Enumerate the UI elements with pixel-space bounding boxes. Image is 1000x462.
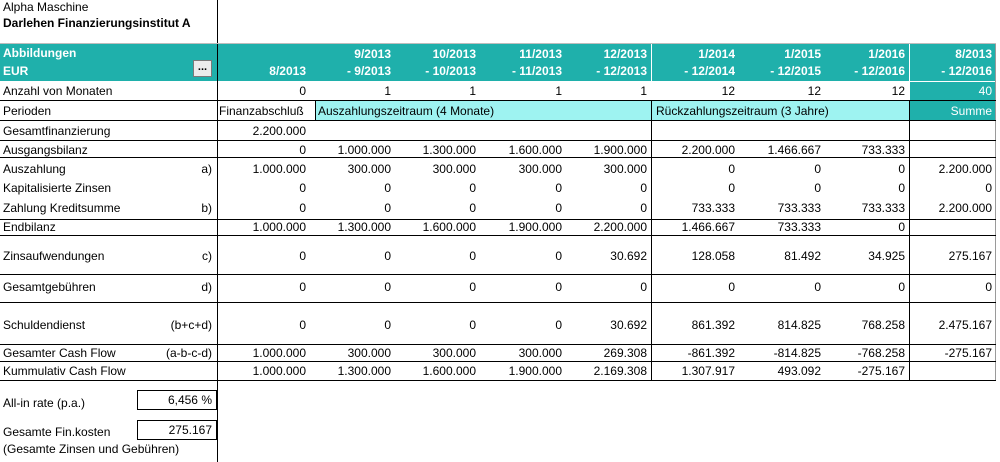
total-fin-cost-label: Gesamte Fin.kosten xyxy=(3,425,111,439)
cell: 0 xyxy=(555,280,562,294)
cell: 2.200.000 xyxy=(938,201,992,215)
cell: 733.333 xyxy=(691,201,735,215)
cell: 0 xyxy=(384,280,391,294)
cell: 300.000 xyxy=(518,346,562,360)
cell: 0 xyxy=(640,181,647,195)
cell: 0 xyxy=(384,201,391,215)
cell: 1.466.667 xyxy=(767,143,821,157)
cell: 300.000 xyxy=(347,162,391,176)
cell: 40 xyxy=(978,84,992,98)
period-label-disbursement: Auszahlungszeitraum (4 Monate) xyxy=(318,104,495,118)
cell: 1.600.000 xyxy=(508,143,562,157)
cell: 0 xyxy=(299,201,306,215)
cell: 0 xyxy=(555,249,562,263)
cell: 1 xyxy=(469,84,476,98)
cell: 0 xyxy=(728,181,735,195)
cell: 2.200.000 xyxy=(593,220,647,234)
cell: 0 xyxy=(299,249,306,263)
cell: 2.200.000 xyxy=(252,124,306,138)
cell: 12 xyxy=(807,84,821,98)
period-label-sum: Summe xyxy=(950,104,992,118)
cell: 12 xyxy=(891,84,905,98)
row-code: (a-b-c-d) xyxy=(165,346,212,360)
cell: 1.000.000 xyxy=(252,220,306,234)
header-label-currency: EUR xyxy=(3,64,29,78)
cell: 2.200.000 xyxy=(681,143,735,157)
cell: 300.000 xyxy=(603,162,647,176)
allin-rate-box[interactable] xyxy=(137,390,217,410)
cell: 1.600.000 xyxy=(422,364,476,378)
header-period-group-1 xyxy=(218,44,651,81)
cell: 12 xyxy=(721,84,735,98)
total-fin-cost-note: (Gesamte Zinsen und Gebühren) xyxy=(3,442,180,456)
cell: 275.167 xyxy=(948,249,992,263)
cell: 0 xyxy=(898,181,905,195)
row-label: Endbilanz xyxy=(3,220,56,234)
cell: 0 xyxy=(469,280,476,294)
cell: 1.307.917 xyxy=(681,364,735,378)
cell: 1.000.000 xyxy=(337,143,391,157)
cell: 1.900.000 xyxy=(593,143,647,157)
cell: 0 xyxy=(299,181,306,195)
header-col-4: 11/2013 - 11/2013 xyxy=(511,47,562,78)
cell: 1.000.000 xyxy=(252,364,306,378)
cell: 0 xyxy=(555,181,562,195)
cell: 733.333 xyxy=(861,201,905,215)
cell: 861.392 xyxy=(691,318,735,332)
cell: 733.333 xyxy=(777,201,821,215)
row-label: Kummulativ Cash Flow xyxy=(3,364,126,378)
header-col-total: 8/2013 - 12/2016 xyxy=(910,44,996,81)
cell: 0 xyxy=(469,181,476,195)
cell: 300.000 xyxy=(518,162,562,176)
cell: 1.466.667 xyxy=(681,220,735,234)
cell: 0 xyxy=(299,280,306,294)
header-label-abbildungen: Abbildungen xyxy=(3,46,77,60)
header-col-5: 12/2013 - 12/2013 xyxy=(596,47,647,78)
cell: 0 xyxy=(384,318,391,332)
cell: 0 xyxy=(640,201,647,215)
cell: 1 xyxy=(640,84,647,98)
cell: 2.475.167 xyxy=(938,318,992,332)
cell: 2.200.000 xyxy=(938,162,992,176)
cell: 1.300.000 xyxy=(337,364,391,378)
header-col-7: 1/2015 - 12/2015 xyxy=(770,47,821,78)
row-label: Gesamtfinanzierung xyxy=(3,124,111,138)
cell: 1.000.000 xyxy=(252,346,306,360)
sheet-title: Alpha Maschine xyxy=(3,0,89,14)
cell: 0 xyxy=(898,162,905,176)
cell: 768.258 xyxy=(861,318,905,332)
cell: 1.900.000 xyxy=(508,364,562,378)
cell: 0 xyxy=(728,162,735,176)
cell: 1.000.000 xyxy=(252,162,306,176)
cell: 0 xyxy=(814,162,821,176)
cell: 300.000 xyxy=(347,346,391,360)
cell: 0 xyxy=(469,249,476,263)
cell: 0 xyxy=(555,201,562,215)
header-col-2: 9/2013 - 9/2013 xyxy=(346,47,391,78)
cell: 0 xyxy=(299,318,306,332)
row-code: b) xyxy=(201,201,212,215)
cell: 0 xyxy=(299,84,306,98)
total-fin-cost-value: 275.167 xyxy=(168,423,212,437)
cell: 733.333 xyxy=(861,143,905,157)
row-code: d) xyxy=(201,280,212,294)
allin-rate-label: All-in rate (p.a.) xyxy=(3,396,86,410)
cell: 30.692 xyxy=(610,249,647,263)
cell: 269.308 xyxy=(603,346,647,360)
cell: 128.058 xyxy=(691,249,735,263)
cell: 81.492 xyxy=(784,249,821,263)
cell: 814.825 xyxy=(777,318,821,332)
row-label: Schuldendienst xyxy=(3,318,86,332)
cell: -275.167 xyxy=(944,346,992,360)
cell: -275.167 xyxy=(857,364,905,378)
cell: 0 xyxy=(299,143,306,157)
row-label: Ausgangsbilanz xyxy=(3,143,88,157)
row-code: a) xyxy=(201,162,212,176)
cell: 0 xyxy=(384,249,391,263)
cell: 34.925 xyxy=(868,249,905,263)
cell: 0 xyxy=(555,318,562,332)
cell: 733.333 xyxy=(777,220,821,234)
cell: 0 xyxy=(898,220,905,234)
cell: 1.300.000 xyxy=(422,143,476,157)
header-label-block xyxy=(0,44,217,81)
cell: 0 xyxy=(728,280,735,294)
cell: -814.825 xyxy=(773,346,821,360)
row-label: Kapitalisierte Zinsen xyxy=(3,181,112,195)
cell: 0 xyxy=(640,280,647,294)
cell: 0 xyxy=(469,201,476,215)
header-col-1 xyxy=(218,44,310,81)
cell: -768.258 xyxy=(857,346,905,360)
header-col-8: 1/2016 - 12/2016 xyxy=(854,47,905,78)
period-label-closing: Finanzabschluß xyxy=(219,104,304,118)
total-fin-cost-box[interactable] xyxy=(137,420,217,440)
row-label-months: Anzahl von Monaten xyxy=(3,84,113,98)
cell: 1.300.000 xyxy=(337,220,391,234)
cell: -861.392 xyxy=(687,346,735,360)
header-col-3: 10/2013 - 10/2013 xyxy=(425,47,476,78)
row-label: Gesamter Cash Flow xyxy=(3,346,116,360)
cell: 0 xyxy=(384,181,391,195)
row-label: Auszahlung xyxy=(3,162,66,176)
row-label-periods: Perioden xyxy=(3,104,52,118)
cell: 0 xyxy=(814,181,821,195)
row-label: Zinsaufwendungen xyxy=(3,249,105,263)
header-col-1-label: 8/2013 xyxy=(269,64,306,78)
sheet-subtitle: Darlehen Finanzierungsinstitut A xyxy=(3,16,191,30)
row-code: (b+c+d) xyxy=(170,318,212,332)
cell: 1.900.000 xyxy=(508,220,562,234)
cell: 0 xyxy=(814,280,821,294)
cell: 300.000 xyxy=(432,162,476,176)
cell: 2.169.308 xyxy=(593,364,647,378)
cell: 0 xyxy=(469,318,476,332)
cell: 30.692 xyxy=(610,318,647,332)
row-label: Gesamtgebühren xyxy=(3,280,96,294)
cell: 493.092 xyxy=(777,364,821,378)
ellipsis-button[interactable]: ... xyxy=(193,60,212,77)
cell: 1.600.000 xyxy=(422,220,476,234)
header-period-group-2 xyxy=(652,44,909,81)
allin-rate-value: 6,456 % xyxy=(167,393,212,407)
header-col-6: 1/2014 - 12/2014 xyxy=(684,47,735,78)
cell: 300.000 xyxy=(432,346,476,360)
cell: 0 xyxy=(898,280,905,294)
cell: 0 xyxy=(985,280,992,294)
cell: 1 xyxy=(384,84,391,98)
cell: 1 xyxy=(555,84,562,98)
period-label-repayment: Rückzahlungszeitraum (3 Jahre) xyxy=(656,104,829,118)
row-label: Zahlung Kreditsumme xyxy=(3,201,121,215)
row-code: c) xyxy=(202,249,212,263)
cell: 0 xyxy=(985,181,992,195)
